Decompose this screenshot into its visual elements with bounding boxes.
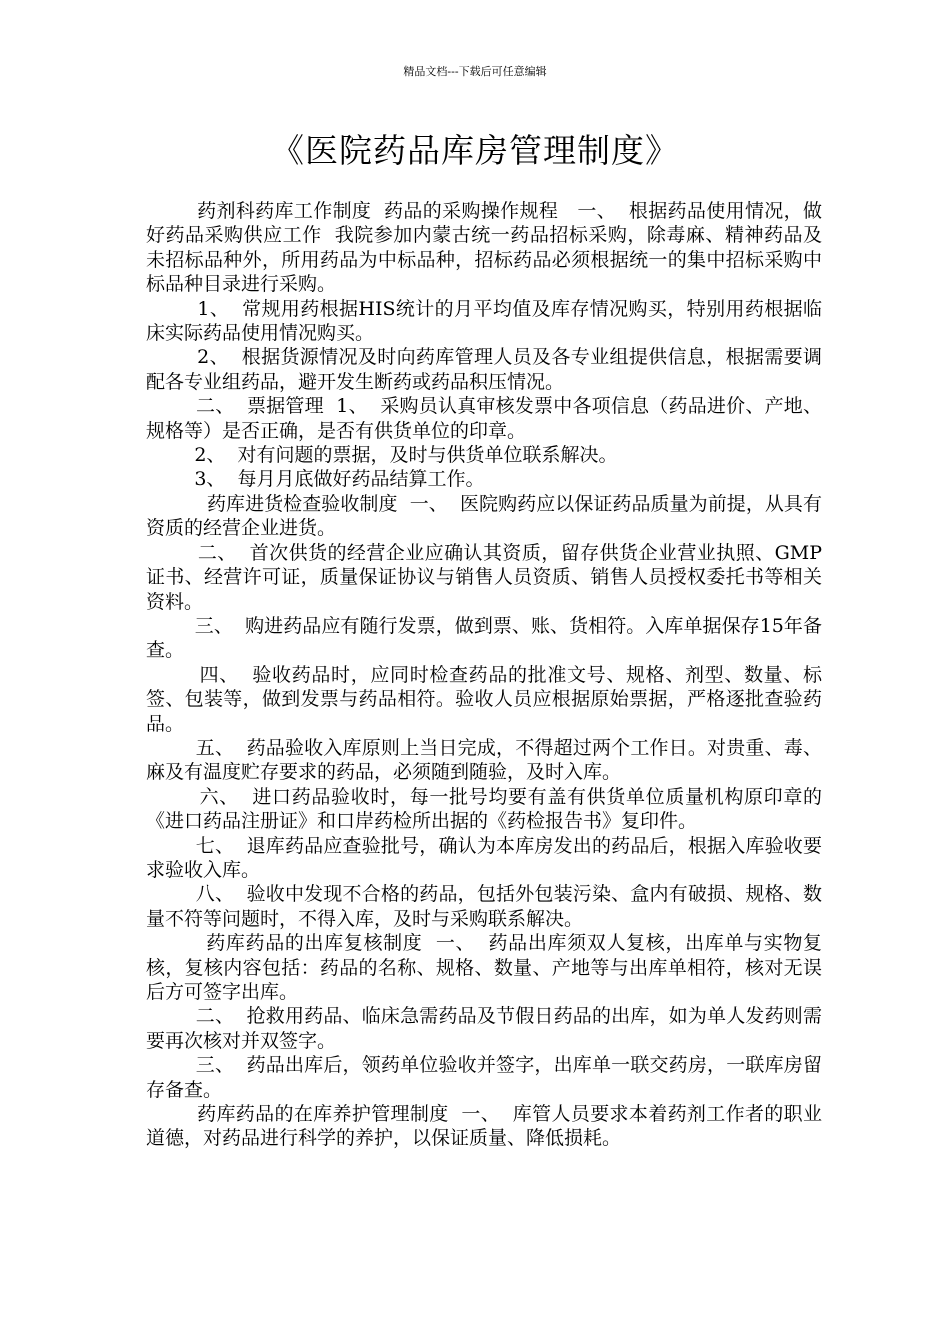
paragraph: 六、 进口药品验收时，每一批号均要有盖有供货单位质量机构原印章的《进口药品注册证》和口岸药检所出据的《药检报告书》复印件。: [146, 785, 822, 833]
paragraph: 二、 抢救用药品、临床急需药品及节假日药品的出库，如为单人发药则需要再次核对并双签字。: [146, 1005, 822, 1052]
paragraph: 七、 退库药品应查验批号，确认为本库房发出的药品后，根据入库验收要求验收入库。: [146, 834, 822, 881]
paragraph: 四、 验收药品时，应同时检查药品的批准文号、规格、剂型、数量、标签、包装等，做到发票与药品相符。验收人员应根据原始票据，严格逐批查验药品。: [146, 663, 822, 735]
paragraph: 二、 首次供货的经营企业应确认其资质，留存供货企业营业执照、GMP证书、经营许可证，质量保证协议与销售人员资质、销售人员授权委托书等相关资料。: [146, 541, 822, 613]
paragraph: 药剂科药库工作制度 药品的采购操作规程 一、 根据药品使用情况，做好药品采购供应工作 我院参加内蒙古统一药品招标采购，除毒麻、精神药品及未招标品种外，所用药品为中标品种，招标药品必须根据统一的集中招标采购中标品种目录进行采购。: [146, 200, 822, 296]
paragraph: 药库药品的在库养护管理制度 一、 库管人员要求本着药剂工作者的职业道德，对药品进行科学的养护，以保证质量、降低损耗。: [146, 1103, 822, 1150]
paragraph: 八、 验收中发现不合格的药品，包括外包装污染、盒内有破损、规格、数量不符等问题时，不得入库，及时与采购联系解决。: [146, 883, 822, 930]
paragraph: 2、 根据货源情况及时向药库管理人员及各专业组提供信息，根据需要调配各专业组药品，避开发生断药或药品积压情况。: [146, 346, 822, 393]
page-header: 精品文档---下载后可任意编辑: [403, 65, 547, 78]
paragraph: 三、 药品出库后，领药单位验收并签字，出库单一联交药房，一联库房留存备查。: [146, 1054, 822, 1101]
document-title: 《医院药品库房管理制度》: [271, 131, 679, 170]
paragraph: 二、 票据管理 1、 采购员认真审核发票中各项信息（药品进价、产地、规格等）是否正确，是否有供货单位的印章。: [146, 395, 822, 442]
paragraph: 2、 对有问题的票据，及时与供货单位联系解决。: [146, 444, 618, 467]
paragraph: 药库进货检查验收制度 一、 医院购药应以保证药品质量为前提，从具有资质的经营企业进货。: [146, 492, 822, 540]
paragraph: 五、 药品验收入库原则上当日完成，不得超过两个工作日。对贵重、毒、麻及有温度贮存要求的药品，必须随到随验，及时入库。: [146, 736, 822, 784]
paragraph: 三、 购进药品应有随行发票，做到票、账、货相符。入库单据保存15年备查。: [146, 614, 822, 662]
paragraph: 药库药品的出库复核制度 一、 药品出库须双人复核，出库单与实物复核，复核内容包括：药品的名称、规格、数量、产地等与出库单相符，核对无误后方可签字出库。: [146, 932, 822, 1003]
paragraph: 3、 每月月底做好药品结算工作。: [146, 468, 485, 491]
document-body: [146, 199, 822, 1151]
paragraph: 1、 常规用药根据HIS统计的月平均值及库存情况购买，特别用药根据临床实际药品使用情况购买。: [146, 297, 822, 345]
